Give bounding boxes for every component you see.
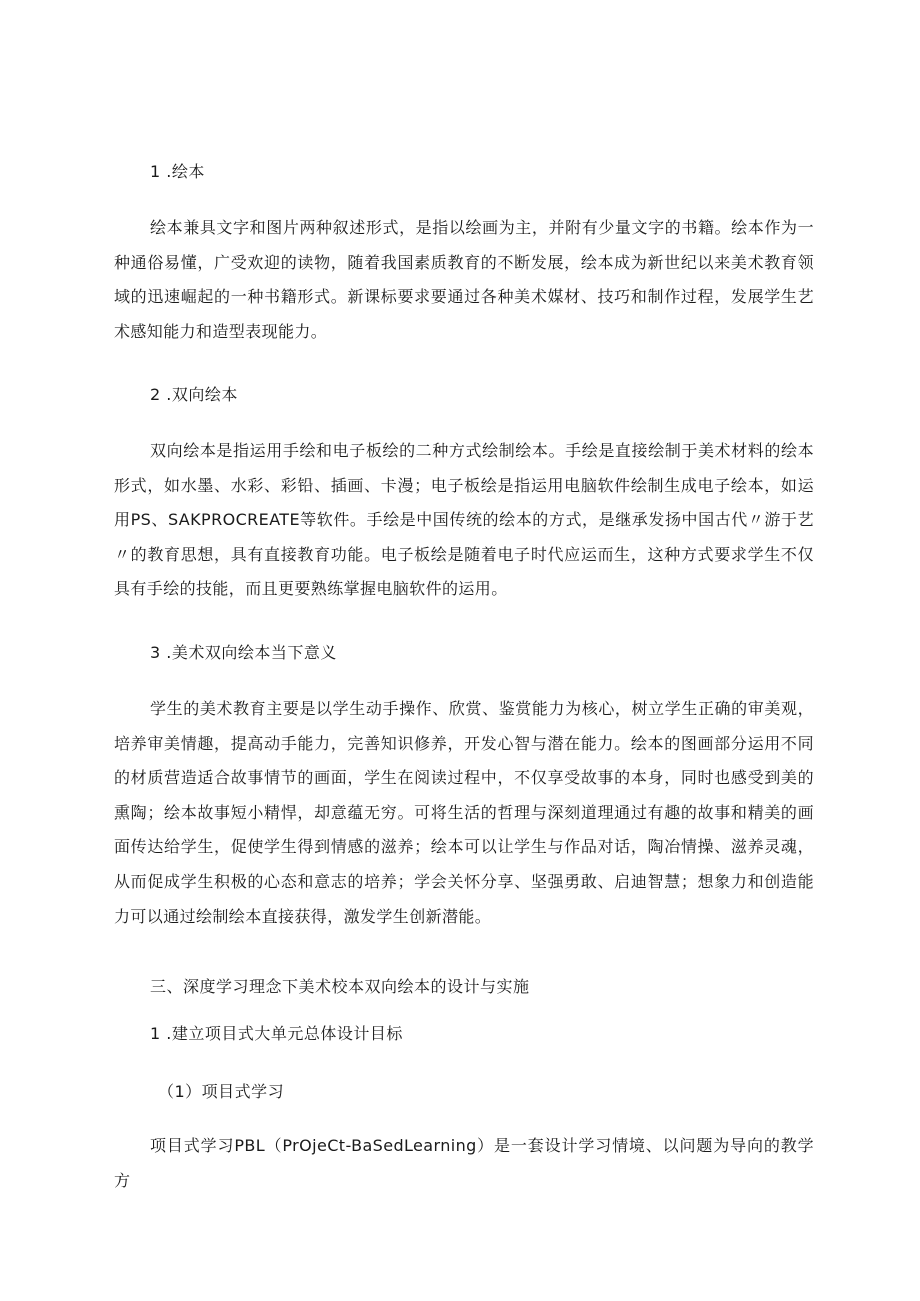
section-heading-unit-goals: 1 .建立项目式大单元总体设计目标 [150,1024,403,1043]
paragraph-picture-book: 绘本兼具文字和图片两种叙述形式，是指以绘画为主，并附有少量文字的书籍。绘本作为一种通俗易懂，广受欢迎的读物，随着我国素质教育的不断发展，绘本成为新世纪以来美术教育领域的迅速崛起的一种书籍形式。新课标要求要通过各种美术媒材、技巧和制作过程，发展学生艺术感知能力和造型表现能力。 [114,218,814,341]
paragraph-dual-picture-book: 双向绘本是指运用手绘和电子板绘的二种方式绘制绘本。手绘是直接绘制于美术材料的绘本形式，如水墨、水彩、彩铅、插画、卡漫；电子板绘是指运用电脑软件绘制生成电子绘本，如运用PS、SAKPROCREATE等软件。手绘是中国传统的绘本的方式，是继承发扬中国古代〃游于艺〃的教育思想，具有直接教育功能。电子板绘是随着电子时代应运而生，这种方式要求学生不仅具有手绘的技能，而且更要熟练掌握电脑软件的运用。 [114,441,814,599]
subsection-heading-project-learning: （1）项目式学习 [158,1082,285,1101]
section-heading-picture-book: 1 .绘本 [150,162,205,181]
paragraph-significance: 学生的美术教育主要是以学生动手操作、欣赏、鉴赏能力为核心，树立学生正确的审美观，培养审美情趣，提高动手能力，完善知识修养，开发心智与潜在能力。绘本的图画部分运用不同的材质营造适合故事情节的画面，学生在阅读过程中，不仅享受故事的本身，同时也感受到美的熏陶；绘本故事短小精悍，却意蕴无穷。可将生活的哲理与深刻道理通过有趣的故事和精美的画面传达给学生，促使学生得到情感的滋养；绘本可以让学生与作品对话，陶冶情操、滋养灵魂，从而促成学生积极的心态和意志的培养；学会关怀分享、坚强勇敢、启迪智慧；想象力和创造能力可以通过绘制绘本直接获得，激发学生创新潜能。 [114,699,814,926]
section-heading-dual-picture-book: 2 .双向绘本 [150,385,238,404]
section-heading-significance: 3 .美术双向绘本当下意义 [150,643,337,662]
chapter-heading-design-implementation: 三、深度学习理念下美术校本双向绘本的设计与实施 [150,977,530,996]
paragraph-project-learning: 项目式学习PBL（PrOjeCt-BaSedLearning）是一套设计学习情境、以问题为导向的教学方 [114,1136,814,1190]
